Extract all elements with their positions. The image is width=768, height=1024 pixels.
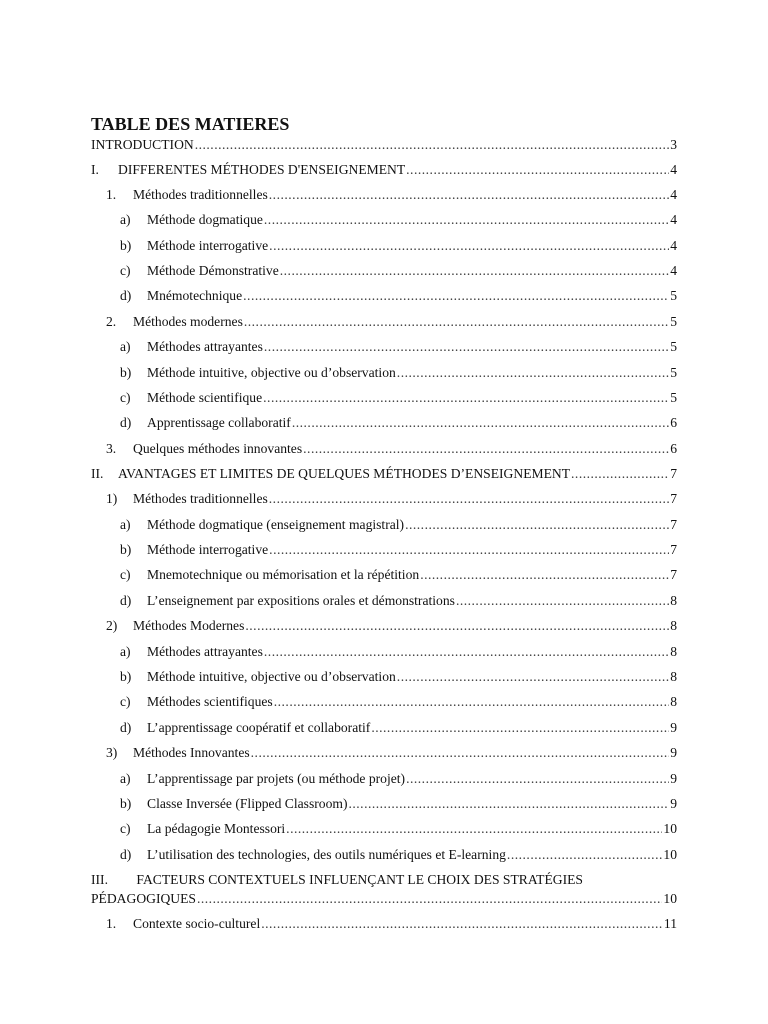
toc-entry-number: III.	[91, 872, 108, 887]
toc-entry-text: Mnémotechnique	[147, 288, 243, 303]
toc-page-number: 4	[670, 212, 677, 227]
toc-entry-number: c)	[120, 567, 131, 582]
toc-entry[interactable]	[91, 162, 677, 180]
toc-entry-text: Classe Inversée (Flipped Classroom)	[147, 796, 348, 811]
toc-page-number: 10	[663, 821, 677, 836]
toc-entry-number: a)	[120, 339, 131, 354]
toc-entry-text: Méthodes attrayantes	[147, 644, 263, 659]
toc-entry-text: La pédagogie Montessori	[147, 821, 286, 836]
toc-entry-number: a)	[120, 644, 131, 659]
toc-page-number: 8	[670, 593, 677, 608]
toc-entry-number: d)	[120, 847, 132, 862]
toc-entry-number: b)	[120, 796, 132, 811]
toc-entry[interactable]	[91, 491, 677, 509]
toc-entry-text: Mnemotechnique ou mémorisation et la répétition	[147, 567, 420, 582]
toc-entry[interactable]	[91, 390, 677, 408]
toc-leader-dots	[263, 390, 669, 406]
toc-entry-number: 3.	[106, 441, 117, 456]
toc-entry-number: d)	[120, 593, 132, 608]
toc-page-number: 5	[670, 314, 677, 329]
toc-entry-number: c)	[120, 821, 131, 836]
toc-entry-text: Apprentissage collaboratif	[147, 415, 291, 430]
toc-page-number: 4	[670, 187, 677, 202]
toc-leader-dots	[397, 669, 669, 685]
toc-leader-dots	[195, 137, 670, 153]
toc-leader-dots	[243, 288, 669, 304]
toc-entry-text: L’apprentissage par projets (ou méthode projet)	[147, 771, 406, 786]
toc-leader-dots	[280, 263, 669, 279]
toc-entry[interactable]	[91, 796, 677, 814]
toc-leader-dots	[456, 593, 669, 609]
toc-leader-dots	[405, 517, 669, 533]
toc-leader-dots	[507, 847, 662, 863]
toc-leader-dots	[261, 916, 663, 932]
toc-page-number: 5	[670, 288, 677, 303]
toc-entry[interactable]	[91, 916, 677, 934]
toc-entry-number: 3)	[106, 745, 118, 760]
toc-page-number: 8	[670, 669, 677, 684]
toc-entry-text: Méthode interrogative	[147, 238, 269, 253]
toc-leader-dots	[197, 891, 662, 907]
toc-entry[interactable]	[91, 821, 677, 839]
toc-entry-text-line1: FACTEURS CONTEXTUELS INFLUENÇANT LE CHOIX DES STRATÉGIES	[136, 872, 583, 887]
toc-entry-text: Méthodes modernes	[133, 314, 243, 329]
toc-entry-number: b)	[120, 669, 132, 684]
toc-page-number: 11	[663, 916, 677, 931]
toc-entry-number: II.	[91, 466, 104, 481]
toc-entry-number: d)	[120, 720, 132, 735]
toc-entry-number: 1.	[106, 916, 117, 931]
toc-entry-number: 1)	[106, 491, 118, 506]
toc-entry[interactable]	[91, 771, 677, 789]
toc-leader-dots	[269, 238, 669, 254]
toc-entry-text: Méthode scientifique	[147, 390, 263, 405]
toc-entry-number: b)	[120, 365, 132, 380]
toc-entry-text: L’enseignement par expositions orales et démonstrations	[147, 593, 455, 608]
toc-entry[interactable]	[91, 415, 677, 433]
toc-page-number: 9	[670, 745, 677, 760]
toc-page-number: 9	[670, 796, 677, 811]
toc-entry[interactable]	[91, 720, 677, 738]
toc-entry[interactable]	[91, 365, 677, 383]
toc-page-number: 3	[670, 137, 677, 152]
toc-entry-text: Méthodes Modernes	[133, 618, 245, 633]
toc-page-number: 7	[670, 466, 677, 481]
toc-leader-dots	[406, 771, 669, 787]
toc-leader-dots	[269, 491, 669, 507]
toc-leader-dots	[571, 466, 669, 482]
toc-entry-number: d)	[120, 415, 132, 430]
toc-entry[interactable]	[91, 694, 677, 712]
toc-page-number: 7	[670, 517, 677, 532]
toc-page-number: 7	[670, 567, 677, 582]
toc-entry-number: 2.	[106, 314, 117, 329]
toc-entry-number: I.	[91, 162, 99, 177]
toc-entry-text: AVANTAGES ET LIMITES DE QUELQUES MÉTHODES D’ENSEIGNEMENT	[118, 466, 571, 481]
toc-leader-dots	[397, 365, 669, 381]
toc-entry[interactable]	[91, 745, 677, 763]
toc-page-number: 4	[670, 162, 677, 177]
toc-entry[interactable]	[91, 847, 677, 865]
toc-entry[interactable]	[91, 288, 677, 306]
toc-entry[interactable]	[91, 187, 677, 205]
toc-leader-dots	[251, 745, 670, 761]
toc-entry-number: d)	[120, 288, 132, 303]
toc-entry-text: Méthodes traditionnelles	[133, 491, 268, 506]
toc-leader-dots	[264, 212, 669, 228]
toc-entry-first-line[interactable]	[91, 872, 583, 888]
toc-entry-text: Méthodes traditionnelles	[133, 187, 268, 202]
toc-entry-number: a)	[120, 212, 131, 227]
toc-page-number: 6	[670, 441, 677, 456]
toc-entry-text: L’apprentissage coopératif et collaboratif	[147, 720, 371, 735]
toc-entry[interactable]	[91, 669, 677, 687]
toc-entry[interactable]	[91, 567, 677, 585]
toc-leader-dots	[292, 415, 669, 431]
toc-entry-number: b)	[120, 542, 132, 557]
toc-entry[interactable]	[91, 644, 677, 662]
toc-entry[interactable]	[91, 238, 677, 256]
toc-entry-text: Méthodes attrayantes	[147, 339, 263, 354]
toc-leader-dots	[264, 339, 669, 355]
toc-page-number: 8	[670, 694, 677, 709]
toc-page-number: 9	[670, 771, 677, 786]
toc-entry[interactable]	[91, 593, 677, 611]
toc-entry-text: Méthode interrogative	[147, 542, 269, 557]
toc-page-number: 10	[663, 847, 677, 862]
toc-leader-dots	[269, 187, 669, 203]
toc-entry[interactable]	[91, 339, 677, 357]
toc-entry[interactable]	[91, 212, 677, 230]
toc-leader-dots	[286, 821, 662, 837]
toc-entry-text: Contexte socio-culturel	[133, 916, 261, 931]
toc-entry-text: PÉDAGOGIQUES	[91, 891, 196, 906]
toc-entry-number: c)	[120, 263, 131, 278]
toc-entry[interactable]	[91, 314, 677, 332]
toc-entry-text: Méthode dogmatique	[147, 212, 263, 227]
toc-entry-text: DIFFERENTES MÉTHODES D'ENSEIGNEMENT	[118, 162, 406, 177]
toc-leader-dots	[269, 542, 669, 558]
toc-entry-text: Quelques méthodes innovantes	[133, 441, 303, 456]
toc-page-number: 7	[670, 491, 677, 506]
toc-page-number: 5	[670, 390, 677, 405]
toc-entry-number: b)	[120, 238, 132, 253]
toc-entry-text: INTRODUCTION	[91, 137, 194, 152]
toc-page-number: 10	[663, 891, 677, 906]
toc-entry-number: 2)	[106, 618, 118, 633]
toc-page-number: 9	[670, 720, 677, 735]
toc-leader-dots	[348, 796, 669, 812]
toc-page-number: 4	[670, 263, 677, 278]
toc-leader-dots	[303, 441, 669, 457]
toc-page-number: 7	[670, 542, 677, 557]
toc-leader-dots	[274, 694, 669, 710]
toc-page-number: 5	[670, 339, 677, 354]
toc-entry-number: c)	[120, 694, 131, 709]
toc-leader-dots	[245, 618, 669, 634]
toc-entry-number: c)	[120, 390, 131, 405]
toc-entry-text: L’utilisation des technologies, des outils numériques et E-learning	[147, 847, 506, 862]
toc-leader-dots	[371, 720, 669, 736]
toc-title: TABLE DES MATIERES	[91, 114, 290, 134]
toc-page-number: 8	[670, 618, 677, 633]
toc-entry-text: Méthode intuitive, objective ou d’observation	[147, 365, 396, 380]
toc-entry-number: 1.	[106, 187, 117, 202]
toc-page-number: 8	[670, 644, 677, 659]
toc-entry[interactable]	[91, 137, 677, 155]
toc-leader-dots	[244, 314, 669, 330]
toc-entry-number: a)	[120, 771, 131, 786]
toc-entry-text: Méthodes Innovantes	[133, 745, 250, 760]
toc-leader-dots	[406, 162, 669, 178]
toc-entry-text: Méthode intuitive, objective ou d’observation	[147, 669, 396, 684]
toc-entry[interactable]	[91, 891, 677, 909]
toc-leader-dots	[420, 567, 669, 583]
toc-entry[interactable]	[91, 542, 677, 560]
toc-entry-text: Méthodes scientifiques	[147, 694, 273, 709]
toc-entry-text: Méthode dogmatique (enseignement magistral)	[147, 517, 405, 532]
toc-entry[interactable]	[91, 263, 677, 281]
toc-entry[interactable]	[91, 466, 677, 484]
toc-entry-text: Méthode Démonstrative	[147, 263, 279, 278]
toc-entry[interactable]	[91, 618, 677, 636]
toc-entry[interactable]	[91, 517, 677, 535]
toc-page-number: 6	[670, 415, 677, 430]
toc-page-number: 5	[670, 365, 677, 380]
toc-page-number: 4	[670, 238, 677, 253]
toc-entry[interactable]	[91, 441, 677, 459]
toc-leader-dots	[264, 644, 669, 660]
toc-entry-number: a)	[120, 517, 131, 532]
